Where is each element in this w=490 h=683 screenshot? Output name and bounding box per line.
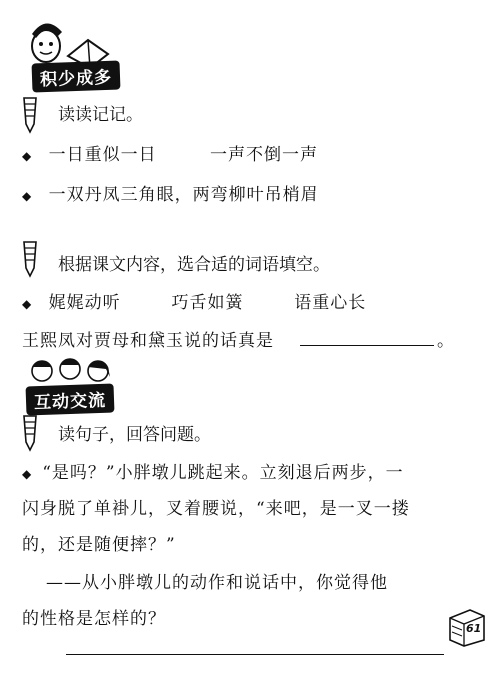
passage-line: ◆ “是吗？”小胖墩儿跳起来。立刻退后两步，一 [22, 463, 404, 483]
sentence-end: 。 [437, 331, 455, 351]
answer-line[interactable] [66, 654, 444, 655]
instruction: 根据课文内容，选合适的词语填空。 [58, 255, 330, 275]
section-banner-interact [20, 355, 160, 415]
passage-line: 的，还是随便摔？” [22, 535, 176, 555]
page-number: 61 [466, 622, 482, 635]
pencil-icon [18, 414, 42, 452]
idiom-text: 一日重似一日 [48, 145, 157, 165]
instruction: 读读记记。 [58, 105, 143, 125]
list-item: ◆ 一日重似一日 [22, 145, 157, 165]
passage-line: 闪身脱了单褂儿，叉着腰说，“来吧，是一叉一搂 [22, 499, 410, 519]
fill-blank-sentence: 王熙凤对贾母和黛玉说的话真是 [22, 331, 274, 351]
answer-blank[interactable] [300, 345, 434, 346]
word-option: 巧舌如簧 [171, 293, 244, 313]
list-item: ◆ 一双丹凤三角眼，两弯柳叶吊梢眉 [22, 185, 319, 205]
word-bank: ◆ 娓娓动听 巧舌如簧 语重心长 [22, 293, 367, 313]
section-title: 积少成多 [32, 60, 121, 92]
idiom-text: 一双丹凤三角眼，两弯柳叶吊梢眉 [48, 185, 319, 205]
question-line: 的性格是怎样的？ [22, 609, 166, 629]
page-number-badge [446, 606, 486, 648]
question-line: ——从小胖墩儿的动作和说话中，你觉得他 [46, 573, 388, 593]
instruction: 读句子，回答问题。 [58, 425, 211, 445]
section-title: 互动交流 [26, 383, 115, 415]
word-option: 语重心长 [294, 293, 367, 313]
idiom-text: 一声不倒一声 [210, 145, 318, 165]
pencil-icon [18, 96, 42, 134]
pencil-icon [18, 240, 42, 278]
section-banner-accumulate [18, 10, 148, 91]
word-option: 娓娓动听 [48, 293, 121, 313]
